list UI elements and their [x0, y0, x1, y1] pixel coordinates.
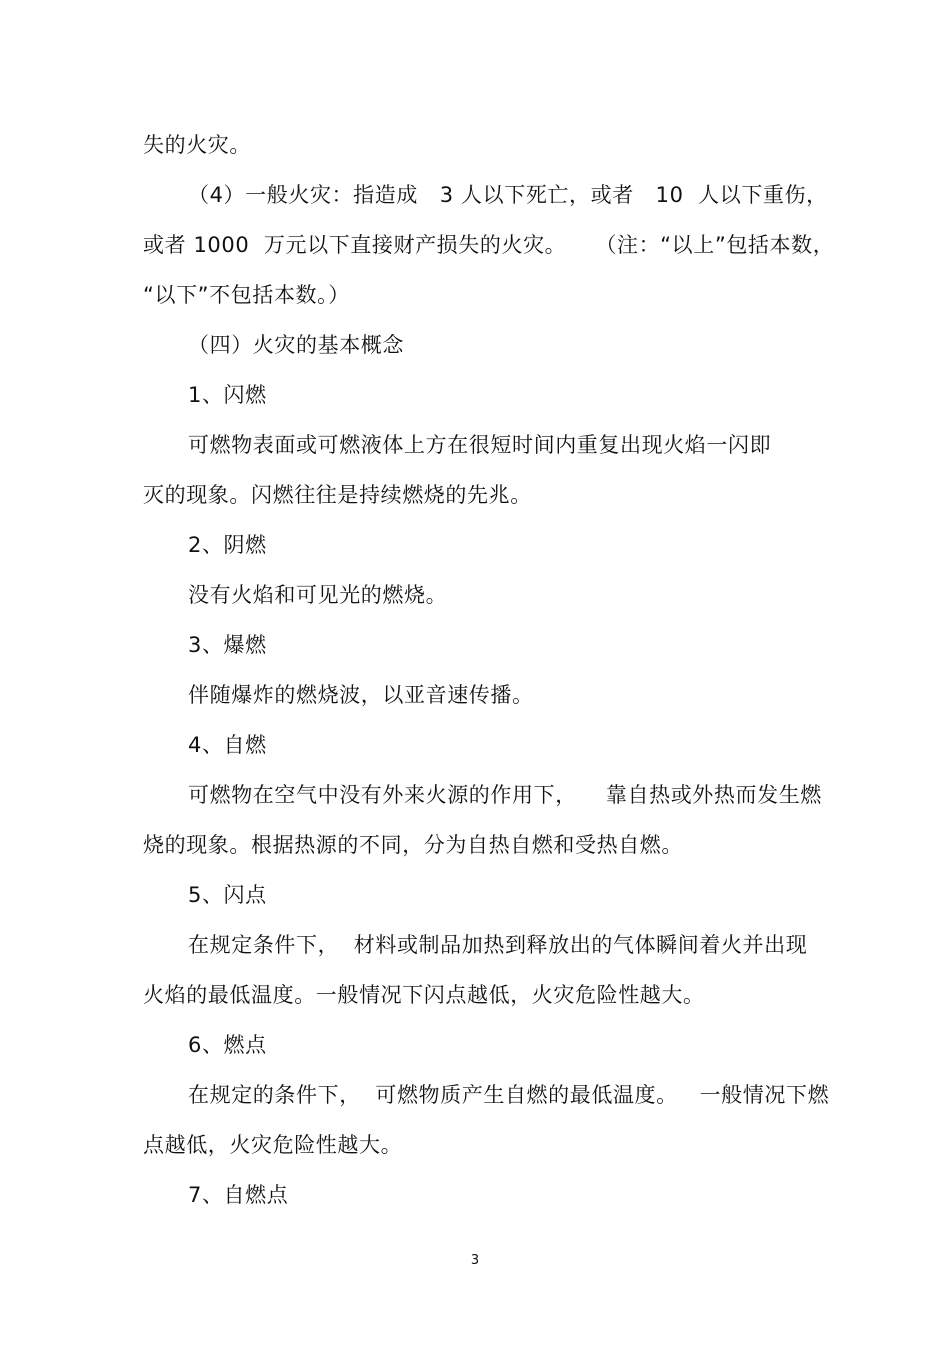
text-line: 没有火焰和可见光的燃烧。 — [188, 583, 448, 607]
text-line: 失的火灾。 — [143, 133, 251, 157]
text-line: 可燃物在空气中没有外来火源的作用下， 靠自热或外热而发生燃 — [188, 783, 822, 807]
text-line: 伴随爆炸的燃烧波，以亚音速传播。 — [188, 683, 534, 707]
term-heading: 6、燃点 — [188, 1033, 267, 1057]
text-line: 可燃物表面或可燃液体上方在很短时间内重复出现火焰一闪即 — [188, 433, 772, 457]
term-heading: 4、自燃 — [188, 733, 267, 757]
text-line: “以下”不包括本数。） — [143, 283, 350, 307]
page-number: 3 — [470, 1253, 480, 1268]
text-line: 在规定条件下， 材料或制品加热到释放出的气体瞬间着火并出现 — [188, 933, 808, 957]
text-line: （4）一般火灾：指造成 3 人以下死亡，或者 10 人以下重伤， — [188, 183, 828, 207]
term-heading: 5、闪点 — [188, 883, 267, 907]
text-line: 点越低，火灾危险性越大。 — [143, 1133, 403, 1157]
text-line: 或者 1000 万元以下直接财产损失的火灾。 （注：“以上”包括本数， — [143, 233, 835, 257]
text-line: 在规定的条件下， 可燃物质产生自燃的最低温度。 一般情况下燃 — [188, 1083, 830, 1107]
term-heading: 2、阴燃 — [188, 533, 267, 557]
section-heading: （四）火灾的基本概念 — [188, 333, 404, 357]
term-heading: 3、爆燃 — [188, 633, 267, 657]
term-heading: 7、自燃点 — [188, 1183, 289, 1207]
term-heading: 1、闪燃 — [188, 383, 267, 407]
text-line: 烧的现象。根据热源的不同，分为自热自燃和受热自燃。 — [143, 833, 683, 857]
text-line: 灭的现象。闪燃往往是持续燃烧的先兆。 — [143, 483, 532, 507]
text-line: 火焰的最低温度。一般情况下闪点越低，火灾危险性越大。 — [143, 983, 705, 1007]
